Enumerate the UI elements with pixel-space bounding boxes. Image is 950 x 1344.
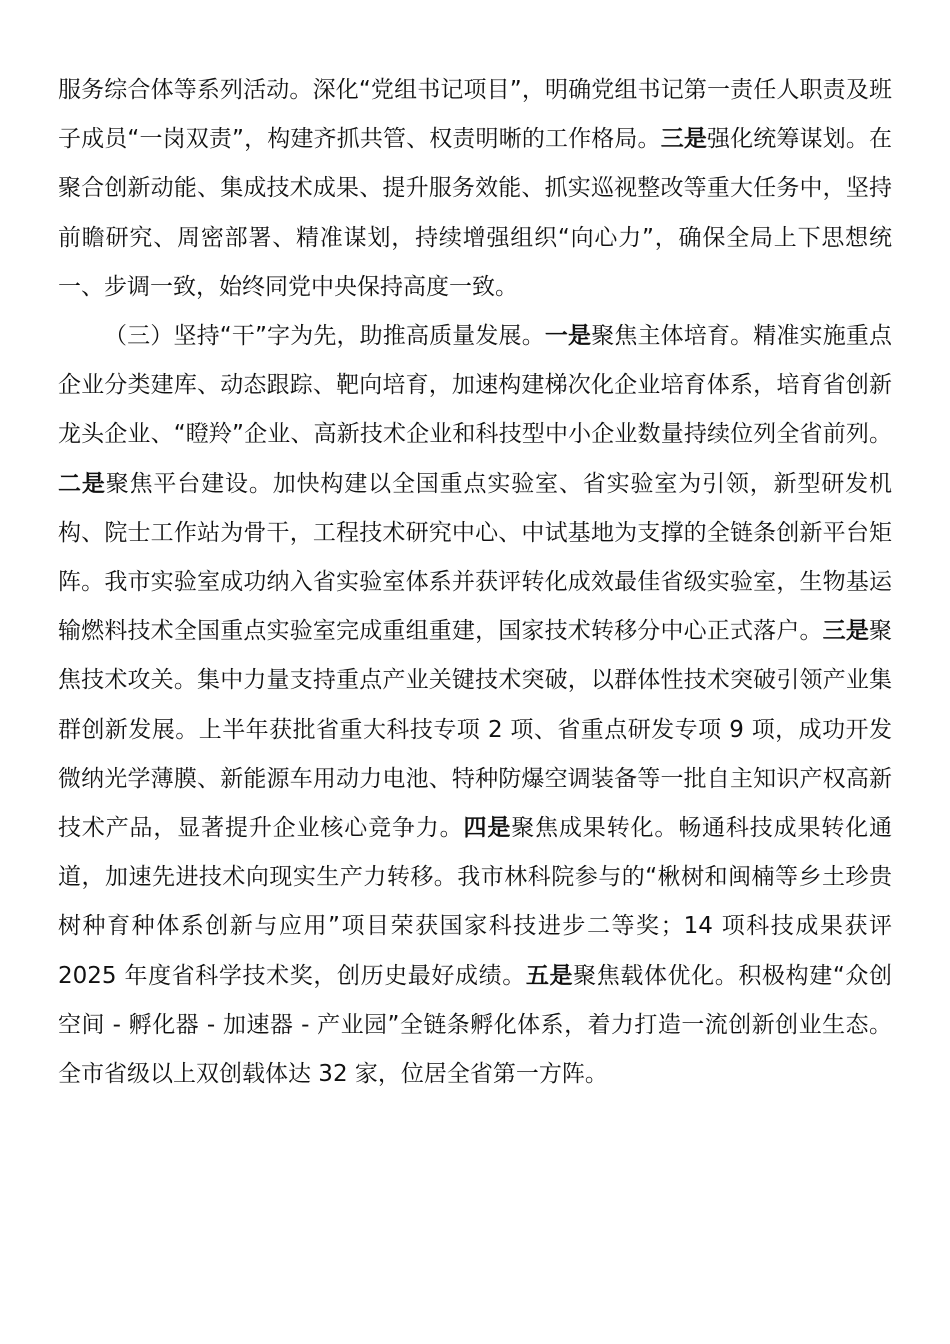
paragraph-2 [58, 312, 892, 1099]
key-point-five: 五是 [525, 962, 574, 989]
key-point-three-b: 三是 [822, 618, 870, 645]
point-three-text: 聚焦技术攻关。集中力量支持重点产业关键技术突破，以群体性技术突破引领产业集群创新发展。上半年获批省重大科技专项 2 项、省重点研发专项 9 项，成功开发微纳光学薄膜、新能源车用动力电池、特种防爆空调装备等一批自主知识产权高新技术产品，显著提升企业核心竞争力。 [58, 618, 893, 842]
point-one-text: 聚焦主体培育。精准实施重点企业分类建库、动态跟踪、靶向培育，加速构建梯次化企业培育体系，培育省创新龙头企业、“瞪羚”企业、高新技术企业和科技型中小企业数量持续位列全省前列。 [58, 323, 893, 448]
point-four-text: 聚焦成果转化。畅通科技成果转化通道，加速先进技术向现实生产力转移。我市林科院参与的“楸树和闽楠等乡土珍贵树种育种体系创新与应用”项目荣获国家科技进步二等奖；14 项科技成果获评 2025 年度省科学技术奖，创历史最好成绩。 [58, 815, 893, 989]
key-point-two: 二是 [58, 470, 106, 497]
section-heading: （三）坚持“干”字为先，助推高质量发展。 [104, 323, 545, 350]
point-two-text: 聚焦平台建设。加快构建以全国重点实验室、省实验室为引领，新型研发机构、院士工作站为骨干，工程技术研究中心、中试基地为支撑的全链条创新平台矩阵。我市实验室成功纳入省实验室体系并获评转化成效最佳省级实验室，生物基运输燃料技术全国重点实验室完成重组重建，国家技术转移分中心正式落户。 [58, 470, 893, 645]
paragraph-1-text-a: 服务综合体等系列活动。深化“党组书记项目”，明确党组书记第一责任人职责及班子成员“一岗双责”，构建齐抓共管、权责明晰的工作格局。 [58, 77, 892, 153]
key-point-one: 一是 [544, 323, 592, 350]
paragraph-1-text-b: 强化统筹谋划。在聚合创新动能、集成技术成果、提升服务效能、抓实巡视整改等重大任务中，坚持前瞻研究、周密部署、精准谋划，持续增强组织“向心力”，确保全局上下思想统一、步调一致，始终同党中央保持高度一致。 [58, 126, 893, 300]
key-point-three: 三是 [660, 126, 707, 153]
point-five-text: 聚焦载体优化。积极构建“众创空间 - 孵化器 - 加速器 - 产业园”全链条孵化体系，着力打造一流创新创业生态。全市省级以上双创载体达 32 家，位居全省第一方阵。 [58, 962, 892, 1088]
paragraph-1 [58, 66, 892, 312]
document-page [58, 66, 892, 1099]
key-point-four: 四是 [463, 815, 512, 842]
